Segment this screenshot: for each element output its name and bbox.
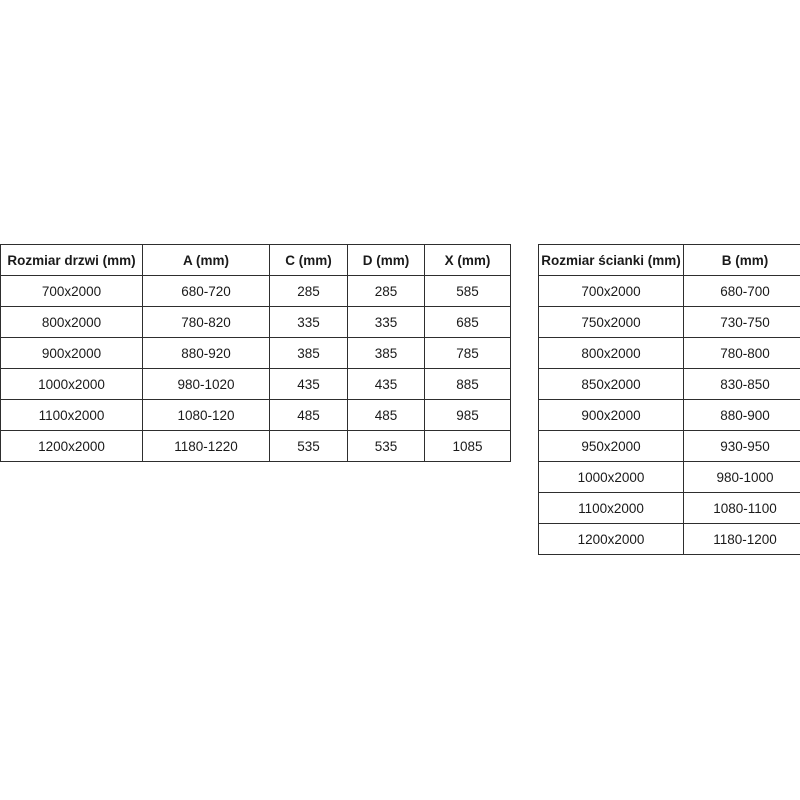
table-cell: 285 <box>270 276 348 307</box>
table-row <box>539 400 800 431</box>
wall-sizes-table <box>538 244 800 555</box>
table-cell: 980-1020 <box>143 369 270 400</box>
table-cell: 1180-1200 <box>684 524 800 555</box>
table-row <box>539 462 800 493</box>
table-cell: 700x2000 <box>1 276 143 307</box>
table-cell: 800x2000 <box>1 307 143 338</box>
table-cell: 335 <box>348 307 425 338</box>
table-cell: 880-920 <box>143 338 270 369</box>
door-sizes-table <box>0 244 511 462</box>
table-cell: 435 <box>348 369 425 400</box>
table-cell: 730-750 <box>684 307 800 338</box>
table-cell: 535 <box>270 431 348 462</box>
table-cell: 485 <box>270 400 348 431</box>
table-row <box>539 493 800 524</box>
table-row <box>1 400 511 431</box>
table-row <box>539 369 800 400</box>
table-row <box>1 338 511 369</box>
column-header: B (mm) <box>684 245 800 276</box>
table-cell: 535 <box>348 431 425 462</box>
column-header: D (mm) <box>348 245 425 276</box>
table-cell: 885 <box>425 369 511 400</box>
table-row <box>1 276 511 307</box>
table-cell: 685 <box>425 307 511 338</box>
table-cell: 485 <box>348 400 425 431</box>
table-cell: 785 <box>425 338 511 369</box>
table-row <box>1 369 511 400</box>
table-row <box>539 431 800 462</box>
table-cell: 335 <box>270 307 348 338</box>
table-cell: 750x2000 <box>539 307 684 338</box>
table-cell: 680-720 <box>143 276 270 307</box>
table-cell: 830-850 <box>684 369 800 400</box>
table-cell: 880-900 <box>684 400 800 431</box>
table-cell: 1080-120 <box>143 400 270 431</box>
table-cell: 980-1000 <box>684 462 800 493</box>
table-cell: 700x2000 <box>539 276 684 307</box>
table-cell: 850x2000 <box>539 369 684 400</box>
table-cell: 1100x2000 <box>539 493 684 524</box>
column-header: Rozmiar drzwi (mm) <box>1 245 143 276</box>
table-cell: 1180-1220 <box>143 431 270 462</box>
column-header: Rozmiar ścianki (mm) <box>539 245 684 276</box>
table-cell: 985 <box>425 400 511 431</box>
table-row <box>539 307 800 338</box>
table-row <box>1 431 511 462</box>
table-row <box>539 338 800 369</box>
table-cell: 900x2000 <box>1 338 143 369</box>
column-header: A (mm) <box>143 245 270 276</box>
table-cell: 1085 <box>425 431 511 462</box>
door-table-header-row <box>1 245 511 276</box>
column-header: X (mm) <box>425 245 511 276</box>
wall-table-header-row <box>539 245 800 276</box>
table-cell: 780-800 <box>684 338 800 369</box>
table-row <box>539 524 800 555</box>
table-cell: 680-700 <box>684 276 800 307</box>
table-row <box>1 307 511 338</box>
table-cell: 1200x2000 <box>539 524 684 555</box>
table-cell: 930-950 <box>684 431 800 462</box>
table-row <box>539 276 800 307</box>
table-cell: 285 <box>348 276 425 307</box>
table-cell: 585 <box>425 276 511 307</box>
table-cell: 800x2000 <box>539 338 684 369</box>
table-cell: 1080-1100 <box>684 493 800 524</box>
table-cell: 1000x2000 <box>1 369 143 400</box>
table-cell: 1000x2000 <box>539 462 684 493</box>
table-cell: 900x2000 <box>539 400 684 431</box>
table-cell: 950x2000 <box>539 431 684 462</box>
table-cell: 385 <box>348 338 425 369</box>
table-cell: 780-820 <box>143 307 270 338</box>
table-cell: 1200x2000 <box>1 431 143 462</box>
column-header: C (mm) <box>270 245 348 276</box>
table-cell: 435 <box>270 369 348 400</box>
table-cell: 1100x2000 <box>1 400 143 431</box>
table-cell: 385 <box>270 338 348 369</box>
